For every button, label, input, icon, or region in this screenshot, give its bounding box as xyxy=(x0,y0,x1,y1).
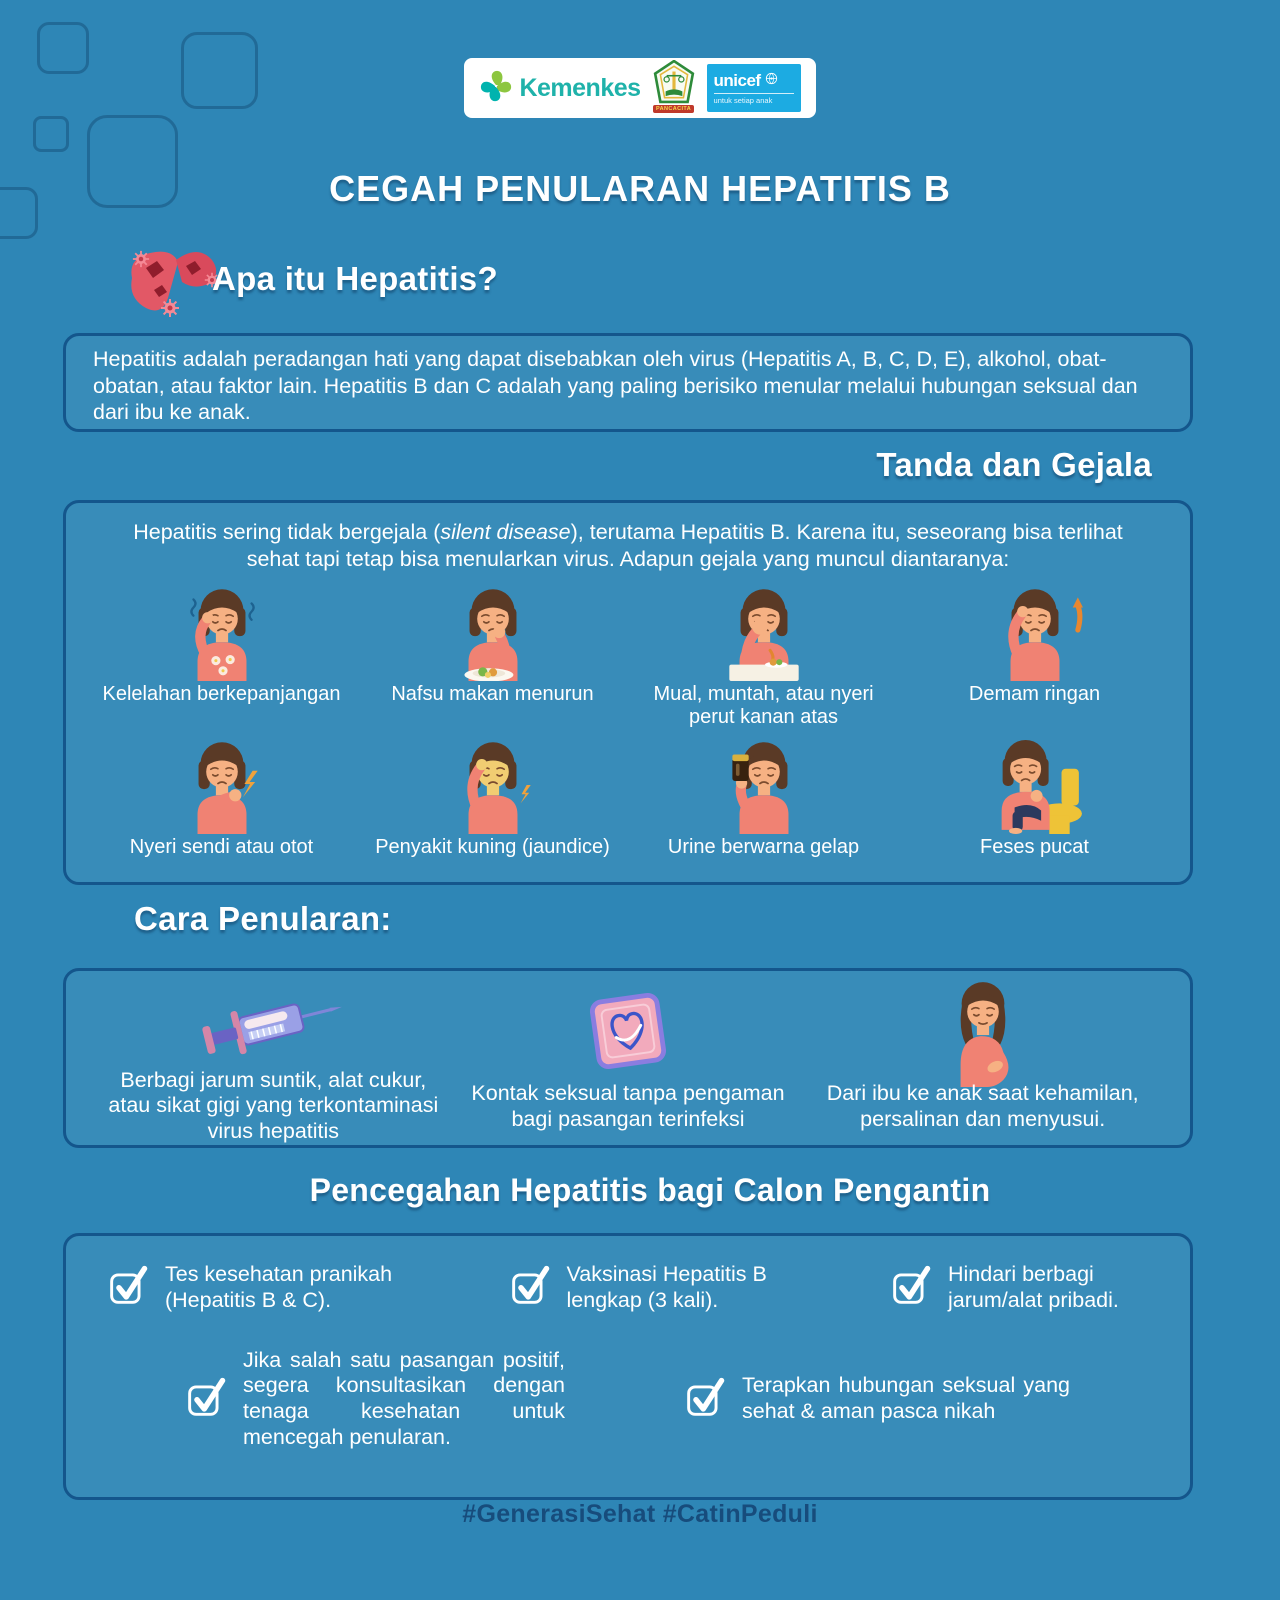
symptoms-heading: Tanda dan Gejala xyxy=(876,446,1152,483)
checkbox-icon xyxy=(186,1376,228,1423)
symptom-label: Nyeri sendi atau otot xyxy=(129,835,314,858)
appetite-loss-person-icon xyxy=(427,579,559,681)
header-logo-bar xyxy=(464,58,816,118)
prevention-panel xyxy=(63,1233,1193,1500)
condom-icon xyxy=(580,983,676,1079)
symptom-label: Demam ringan xyxy=(968,683,1101,706)
transmission-item xyxy=(451,983,806,1145)
pancacita-crest xyxy=(651,60,697,116)
crest-banner-label: PANCACITA xyxy=(653,105,694,113)
symptom-label: Penyakit kuning (jaundice) xyxy=(375,835,610,858)
decorative-square xyxy=(181,32,258,109)
unicef-tagline: untuk setiap anak xyxy=(713,96,773,105)
symptom-label: Kelelahan berkepanjangan xyxy=(102,683,341,706)
about-text: Hepatitis adalah peradangan hati yang dapat disebabkan oleh virus (Hepatitis A, B, C, D, E), alkohol, obat-obatan, atau faktor lain. Hepatitis B dan C adalah yang paling berisiko menular melalui hubungan seksual dan dari ibu ke anak. xyxy=(93,347,1138,425)
checkbox-icon xyxy=(891,1264,933,1311)
unicef-wordmark: unicef xyxy=(713,71,761,90)
checkbox-icon xyxy=(108,1264,150,1311)
symptoms-intro: Hepatitis sering tidak bergejala (silent disease), terutama Hepatitis B. Karena itu, seseorang bisa terlihat sehat tapi tetap bisa menularkan virus. Adapun gejala yang muncul diantaranya: xyxy=(133,520,1123,572)
about-heading: Apa itu Hepatitis? xyxy=(212,260,498,297)
transmission-label: Berbagi jarum suntik, alat cukur, atau sikat gigi yang terkontaminasi virus hepatitis xyxy=(108,1067,439,1144)
symptom-item xyxy=(899,732,1170,858)
symptom-label: Feses pucat xyxy=(980,835,1089,858)
joint-pain-person-icon xyxy=(156,732,288,834)
transmission-item xyxy=(805,983,1160,1145)
symptom-item xyxy=(357,579,628,728)
fever-person-icon xyxy=(969,579,1101,681)
unicef-divider xyxy=(714,93,794,94)
decorative-square xyxy=(37,22,89,74)
checkbox-icon xyxy=(510,1264,552,1311)
hashtag-footer: #GenerasiSehat #CatinPeduli xyxy=(462,1500,818,1528)
about-panel xyxy=(63,333,1193,432)
symptom-label: Mual, muntah, atau nyeri perut kanan atas xyxy=(653,683,874,728)
pale-stool-person-icon xyxy=(969,732,1101,834)
symptom-item xyxy=(899,579,1170,728)
unicef-globe-icon xyxy=(765,72,778,90)
prevention-item xyxy=(685,1348,1070,1451)
unicef-badge xyxy=(707,64,801,112)
liver-virus-icon xyxy=(124,236,220,328)
dark-urine-person-icon xyxy=(698,732,830,834)
nausea-person-icon xyxy=(698,579,830,681)
prevention-item xyxy=(108,1262,417,1314)
symptoms-panel xyxy=(63,500,1193,885)
symptom-item xyxy=(86,732,357,858)
pancacita-shield-icon xyxy=(652,60,696,109)
transmission-heading: Cara Penularan: xyxy=(134,900,392,937)
prevention-label: Tes kesehatan pranikah (Hepatitis B & C). xyxy=(165,1262,393,1312)
symptom-label: Nafsu makan menurun xyxy=(391,683,594,706)
syringe-icon xyxy=(198,983,348,1066)
symptom-item xyxy=(628,732,899,858)
prevention-label: Vaksinasi Hepatitis B lengkap (3 kali). xyxy=(566,1262,767,1312)
prevention-item xyxy=(510,1262,799,1314)
kemenkes-wordmark: Kemenkes xyxy=(519,73,641,102)
transmission-label: Dari ibu ke anak saat kehamilan, persalinan dan menyusui. xyxy=(826,1081,1139,1131)
pregnant-woman-icon xyxy=(920,983,1046,1079)
checkbox-icon xyxy=(685,1376,727,1423)
symptom-label: Urine berwarna gelap xyxy=(667,835,860,858)
transmission-label: Kontak seksual tanpa pengaman bagi pasangan terinfeksi xyxy=(471,1081,785,1131)
fatigue-person-icon xyxy=(156,579,288,681)
symptom-item xyxy=(628,579,899,728)
prevention-item xyxy=(186,1348,565,1451)
page-title: CEGAH PENULARAN HEPATITIS B xyxy=(329,168,951,209)
symptom-item xyxy=(86,579,357,728)
jaundice-person-icon xyxy=(427,732,559,834)
prevention-label: Jika salah satu pasangan positif, segera konsultasikan dengan tenaga kesehatan untuk mencegah penularan. xyxy=(243,1347,565,1449)
transmission-panel xyxy=(63,968,1193,1148)
transmission-item xyxy=(96,983,451,1145)
prevention-label: Hindari berbagi jarum/alat pribadi. xyxy=(948,1262,1119,1312)
symptoms-grid xyxy=(86,579,1170,858)
kemenkes-logo xyxy=(479,69,640,108)
symptom-item xyxy=(357,732,628,858)
prevention-label: Terapkan hubungan seksual yang sehat & aman pasca nikah xyxy=(742,1373,1070,1424)
kemenkes-clover-icon xyxy=(479,69,513,108)
decorative-square xyxy=(33,116,69,152)
prevention-heading: Pencegahan Hepatitis bagi Calon Pengantin xyxy=(309,1172,991,1208)
prevention-item xyxy=(891,1262,1148,1314)
